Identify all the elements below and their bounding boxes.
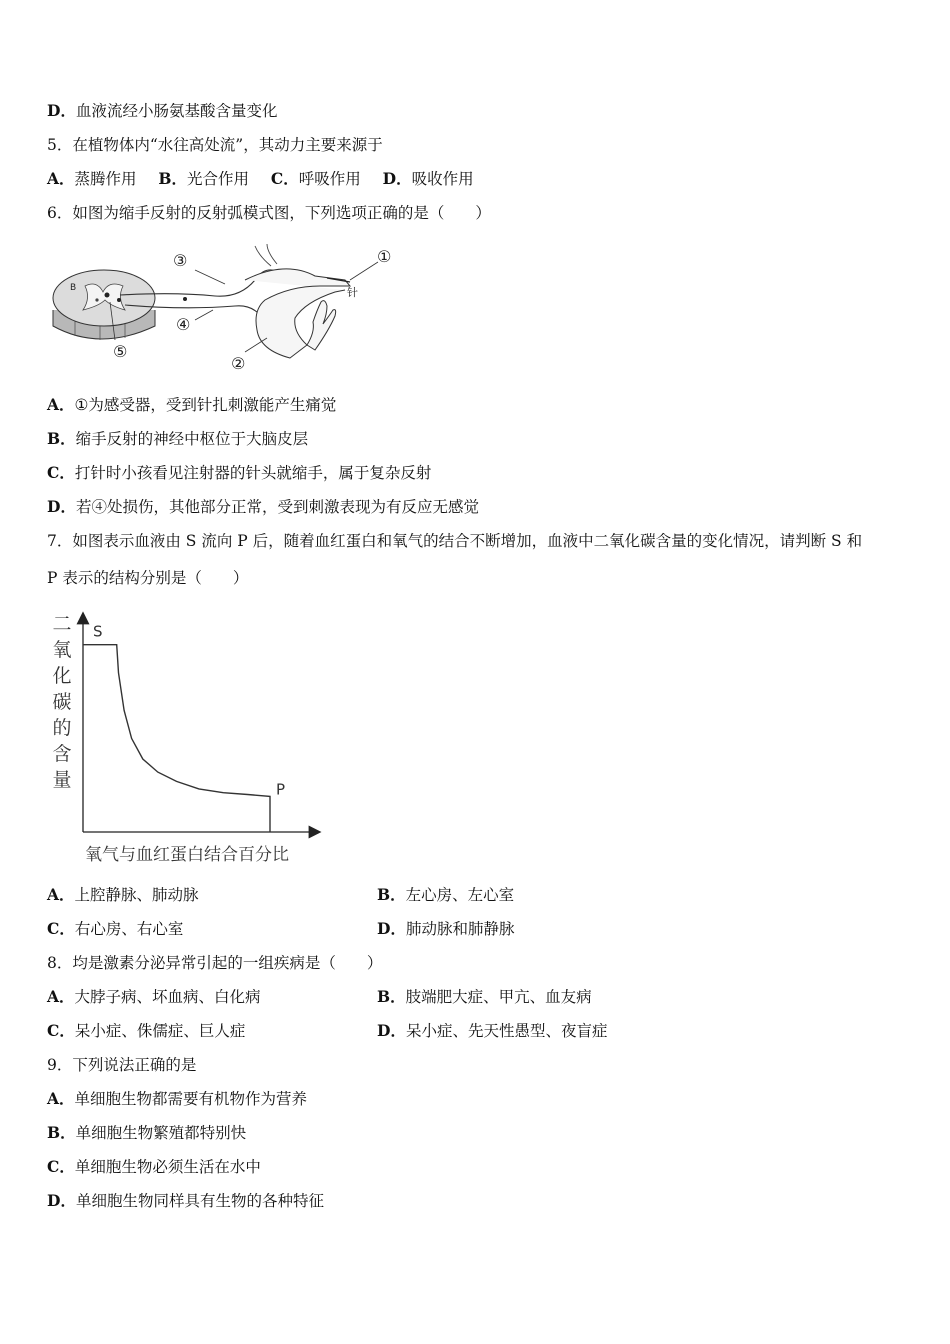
q9-option-b — [47, 1122, 246, 1144]
option-text: 呆小症、侏儒症、巨人症 — [74, 1022, 246, 1040]
option-text: 大脖子病、坏血病、白化病 — [74, 988, 261, 1006]
option-text: 单细胞生物必须生活在水中 — [74, 1158, 261, 1176]
option-label: C． — [270, 169, 299, 188]
q8-option-a — [47, 986, 261, 1008]
y-axis-label-char: 碳 — [52, 691, 72, 713]
y-axis-label-char: 含 — [52, 743, 72, 765]
option-text: ①为感受器，受到针扎刺激能产生痛觉 — [74, 396, 337, 414]
option-label: B． — [47, 1123, 76, 1142]
cord-label: B — [70, 283, 77, 293]
q6-stem: 6．如图为缩手反射的反射弧模式图，下列选项正确的是（ ） — [47, 204, 491, 222]
y-axis-label-char: 化 — [52, 665, 72, 687]
q6-option-d — [47, 496, 479, 518]
option-text: 单细胞生物同样具有生物的各种特征 — [75, 1192, 324, 1210]
option-text: 右心房、右心室 — [74, 920, 184, 938]
option-label: C． — [47, 1157, 75, 1176]
option-label: A． — [47, 169, 75, 188]
marker-2: ② — [231, 354, 246, 373]
option-text: 上腔静脉、肺动脉 — [74, 886, 199, 904]
q8-option-c — [47, 1020, 245, 1042]
y-axis-label — [52, 613, 71, 791]
q8-stem: 8．均是激素分泌异常引起的一组疾病是（ ） — [47, 954, 383, 972]
option-text: 单细胞生物繁殖都特别快 — [75, 1124, 247, 1142]
option-label: D． — [47, 1191, 76, 1210]
option-label: D． — [377, 919, 406, 938]
q7-option-a — [47, 884, 199, 906]
marker-3: ③ — [173, 251, 188, 270]
y-axis-label-char: 量 — [52, 769, 72, 791]
y-axis-label-char: 氧 — [52, 639, 72, 661]
co2-series-line — [83, 645, 270, 832]
option-text: 单细胞生物都需要有机物作为营养 — [74, 1090, 308, 1108]
option-label: C． — [47, 463, 75, 482]
q9-stem: 9．下列说法正确的是 — [47, 1056, 197, 1074]
option-text: 若④处损伤，其他部分正常，受到刺激表现为有反应无感觉 — [75, 498, 479, 516]
q7-option-d — [377, 918, 514, 940]
end-label: P — [276, 780, 286, 799]
option-label: B． — [158, 169, 188, 188]
needle-label: 针 — [347, 286, 358, 299]
q5-options — [47, 168, 474, 190]
option-text: 呆小症、先天性愚型、夜盲症 — [405, 1022, 608, 1040]
y-axis-label-char: 的 — [52, 717, 72, 739]
q7-stem-line-2: P 表示的结构分别是（ ） — [47, 569, 249, 587]
option-label: D． — [382, 169, 412, 188]
option-text: 吸收作用 — [411, 170, 474, 188]
option-label: A． — [47, 987, 75, 1006]
hand-shape — [307, 301, 336, 350]
q4-option-d — [47, 100, 277, 122]
x-axis-label: 氧气与血红蛋白结合百分比 — [85, 845, 289, 865]
option-label: D． — [47, 101, 76, 120]
q8-option-b — [377, 986, 592, 1008]
q5-stem: 5．在植物体内“水往高处流”，其动力主要来源于 — [47, 136, 383, 154]
y-axis-label-char: 二 — [52, 613, 72, 635]
start-label: S — [93, 622, 103, 641]
option-label: C． — [47, 1021, 75, 1040]
q9-option-d — [47, 1190, 324, 1212]
option-text: 肺动脉和肺静脉 — [405, 920, 515, 938]
option-text: 光合作用 — [187, 170, 250, 188]
co2-chart — [45, 608, 345, 870]
q7-option-b — [377, 884, 514, 906]
option-text: 缩手反射的神经中枢位于大脑皮层 — [75, 430, 309, 448]
q6-option-a — [47, 394, 336, 416]
spinal-cord-section — [53, 270, 155, 340]
option-label: A． — [47, 1089, 75, 1108]
reflex-arc-figure — [45, 240, 405, 375]
marker-1: ① — [377, 247, 392, 266]
option-text: 血液流经小肠氨基酸含量变化 — [75, 102, 278, 120]
marker-5: ⑤ — [113, 342, 128, 361]
q7-stem-line-1: 7．如图表示血液由 S 流向 P 后，随着血红蛋白和氧气的结合不断增加，血液中二氧化碳含量的变化情况，请判断 S 和 — [47, 532, 863, 550]
option-label: B． — [377, 987, 406, 1006]
option-text: 蒸腾作用 — [74, 170, 137, 188]
option-label: D． — [47, 497, 76, 516]
option-label: B． — [47, 429, 76, 448]
q9-option-c — [47, 1156, 261, 1178]
option-label: B． — [377, 885, 406, 904]
q9-option-a — [47, 1088, 307, 1110]
option-label: A． — [47, 885, 75, 904]
marker-4: ④ — [176, 315, 191, 334]
q6-option-b — [47, 428, 308, 450]
q6-option-c — [47, 462, 431, 484]
q8-option-d — [377, 1020, 607, 1042]
option-label: A． — [47, 395, 75, 414]
option-text: 打针时小孩看见注射器的针头就缩手，属于复杂反射 — [74, 464, 432, 482]
option-text: 呼吸作用 — [298, 170, 361, 188]
q7-option-c — [47, 918, 183, 940]
option-text: 肢端肥大症、甲亢、血友病 — [405, 988, 592, 1006]
option-text: 左心房、左心室 — [405, 886, 515, 904]
option-label: D． — [377, 1021, 406, 1040]
option-label: C． — [47, 919, 75, 938]
